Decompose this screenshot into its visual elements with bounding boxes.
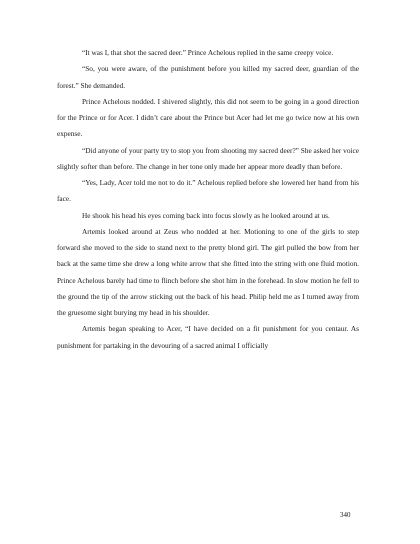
- paragraph: “Did anyone of your party try to stop you from shooting my sacred deer?” She asked her voice slightly softer than before. The change in her tone only made her appear more deadly than before.: [57, 145, 359, 171]
- paragraph: Artemis looked around at Zeus who nodded at her. Motioning to one of the girls to step forward she moved to the side to stand next to the pretty blond girl. The girl pulled the bow from her back at the same time she drew a long white arrow that she fitted into the string with one fluid motion. Prince Achelous barely had time to flinch before she shot him in the forehead. In slow motion he fell to the ground the tip of the arrow sticking out the back of his head. Philip held me as I turned away from the gruesome sight burying my head in his shoulder.: [57, 226, 359, 317]
- paragraph: Artemis began speaking to Acer, “I have decided on a fit punishment for you centaur. As punishment for partaking in the devouring of a sacred animal I officially: [57, 324, 359, 350]
- paragraph: “It was I, that shot the sacred deer.” Prince Achelous replied in the same creepy voice.: [82, 48, 334, 57]
- page-number: 340: [340, 511, 351, 519]
- body-text: [57, 45, 359, 354]
- paragraph: “Yes, Lady, Acer told me not to do it.” Achelous replied before she lowered her hand from his face.: [57, 178, 359, 204]
- paragraph: Prince Achelous nodded. I shivered slightly, this did not seem to be going in a good direction for the Prince or for Acer. I didn’t care about the Prince but Acer had let me go twice now at his own expense.: [57, 96, 359, 139]
- paragraph: “So, you were aware, of the punishment before you killed my sacred deer, guardian of the forest.” She demanded.: [57, 64, 359, 90]
- paragraph: He shook his head his eyes coming back into focus slowly as he looked around at us.: [82, 210, 330, 220]
